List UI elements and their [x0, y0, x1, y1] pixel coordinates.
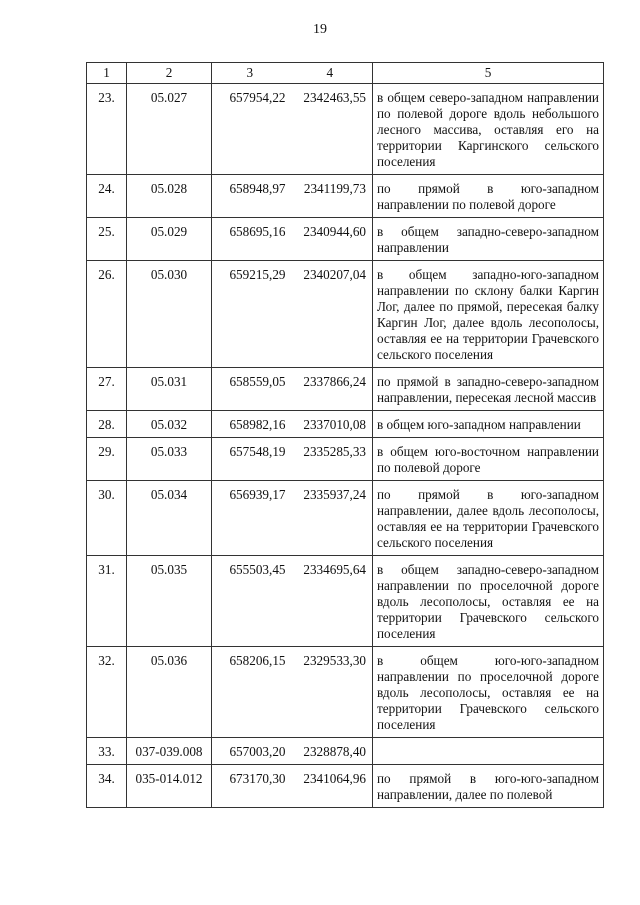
coordinate-x: 673170,30 — [212, 765, 288, 808]
table-row — [87, 368, 604, 411]
row-number: 27. — [87, 368, 127, 411]
point-code: 05.028 — [127, 175, 212, 218]
point-code: 05.034 — [127, 481, 212, 556]
row-number: 29. — [87, 438, 127, 481]
header-col-5: 5 — [373, 63, 604, 84]
coordinate-x: 657548,19 — [212, 438, 288, 481]
row-number: 25. — [87, 218, 127, 261]
coordinate-y: 2341064,96 — [288, 765, 373, 808]
boundary-description: по прямой в юго-юго-западном направлении, далее по полевой — [373, 765, 604, 808]
page-number: 19 — [313, 22, 327, 37]
point-code: 05.036 — [127, 647, 212, 738]
coordinate-y: 2334695,64 — [288, 556, 373, 647]
point-code: 05.032 — [127, 411, 212, 438]
coordinate-x: 658982,16 — [212, 411, 288, 438]
point-code: 035-014.012 — [127, 765, 212, 808]
coordinate-x: 656939,17 — [212, 481, 288, 556]
coordinate-x: 658206,15 — [212, 647, 288, 738]
coordinate-y: 2340944,60 — [288, 218, 373, 261]
point-code: 05.027 — [127, 84, 212, 175]
coordinate-x: 655503,45 — [212, 556, 288, 647]
point-code: 037-039.008 — [127, 738, 212, 765]
table-row — [87, 218, 604, 261]
header-col-4: 4 — [288, 63, 373, 84]
coordinate-x: 658695,16 — [212, 218, 288, 261]
coordinate-y: 2341199,73 — [288, 175, 373, 218]
coordinate-x: 658559,05 — [212, 368, 288, 411]
boundary-description — [373, 738, 604, 765]
row-number: 33. — [87, 738, 127, 765]
table-row — [87, 765, 604, 808]
boundary-description: по прямой в западно-северо-западном направлении, пересекая лесной массив — [373, 368, 604, 411]
table-row — [87, 738, 604, 765]
boundary-description: в общем северо-западном направлении по полевой дороге вдоль небольшого лесного массива, оставляя его на территории Каргинского сельского поселения — [373, 84, 604, 175]
coordinate-y: 2340207,04 — [288, 261, 373, 368]
boundary-description: в общем юго-западном направлении — [373, 411, 604, 438]
coordinate-y: 2342463,55 — [288, 84, 373, 175]
boundary-description: в общем западно-северо-западном направлении по проселочной дороге вдоль лесополосы, оставляя ее на территории Грачевского сельского поселения — [373, 556, 604, 647]
coordinate-x: 657954,22 — [212, 84, 288, 175]
row-number: 28. — [87, 411, 127, 438]
table-row — [87, 175, 604, 218]
point-code: 05.030 — [127, 261, 212, 368]
point-code: 05.029 — [127, 218, 212, 261]
boundary-description: по прямой в юго-западном направлении, далее вдоль лесополосы, оставляя ее на территории Грачевского сельского поселения — [373, 481, 604, 556]
boundary-points-table — [86, 62, 604, 808]
table-body — [87, 84, 604, 808]
boundary-description: по прямой в юго-западном направлении по полевой дороге — [373, 175, 604, 218]
row-number: 23. — [87, 84, 127, 175]
coordinate-y: 2335285,33 — [288, 438, 373, 481]
row-number: 26. — [87, 261, 127, 368]
coordinate-y: 2329533,30 — [288, 647, 373, 738]
point-code: 05.035 — [127, 556, 212, 647]
table-row — [87, 84, 604, 175]
row-number: 31. — [87, 556, 127, 647]
point-code: 05.031 — [127, 368, 212, 411]
coordinate-x: 657003,20 — [212, 738, 288, 765]
coordinate-y: 2335937,24 — [288, 481, 373, 556]
row-number: 24. — [87, 175, 127, 218]
boundary-description: в общем юго-юго-западном направлении по проселочной дороге вдоль лесополосы, оставляя ее на территории Грачевского сельского поселения — [373, 647, 604, 738]
row-number: 32. — [87, 647, 127, 738]
header-col-3: 3 — [212, 63, 288, 84]
table-row — [87, 411, 604, 438]
point-code: 05.033 — [127, 438, 212, 481]
header-col-1: 1 — [87, 63, 127, 84]
coordinate-y: 2337010,08 — [288, 411, 373, 438]
table-row — [87, 261, 604, 368]
table-row — [87, 556, 604, 647]
table-row — [87, 647, 604, 738]
row-number: 34. — [87, 765, 127, 808]
coordinate-y: 2328878,40 — [288, 738, 373, 765]
row-number: 30. — [87, 481, 127, 556]
table-row — [87, 481, 604, 556]
coordinate-x: 658948,97 — [212, 175, 288, 218]
table-row — [87, 438, 604, 481]
table-header-row — [87, 63, 604, 84]
boundary-description: в общем западно-северо-западном направлении — [373, 218, 604, 261]
boundary-description: в общем западно-юго-западном направлении по склону балки Каргин Лог, далее по прямой, пересекая балку Каргин Лог, далее вдоль лесополосы, оставляя ее на территории Грачевского сельского поселения — [373, 261, 604, 368]
boundary-description: в общем юго-восточном направлении по полевой дороге — [373, 438, 604, 481]
header-col-2: 2 — [127, 63, 212, 84]
coordinate-y: 2337866,24 — [288, 368, 373, 411]
coordinate-x: 659215,29 — [212, 261, 288, 368]
